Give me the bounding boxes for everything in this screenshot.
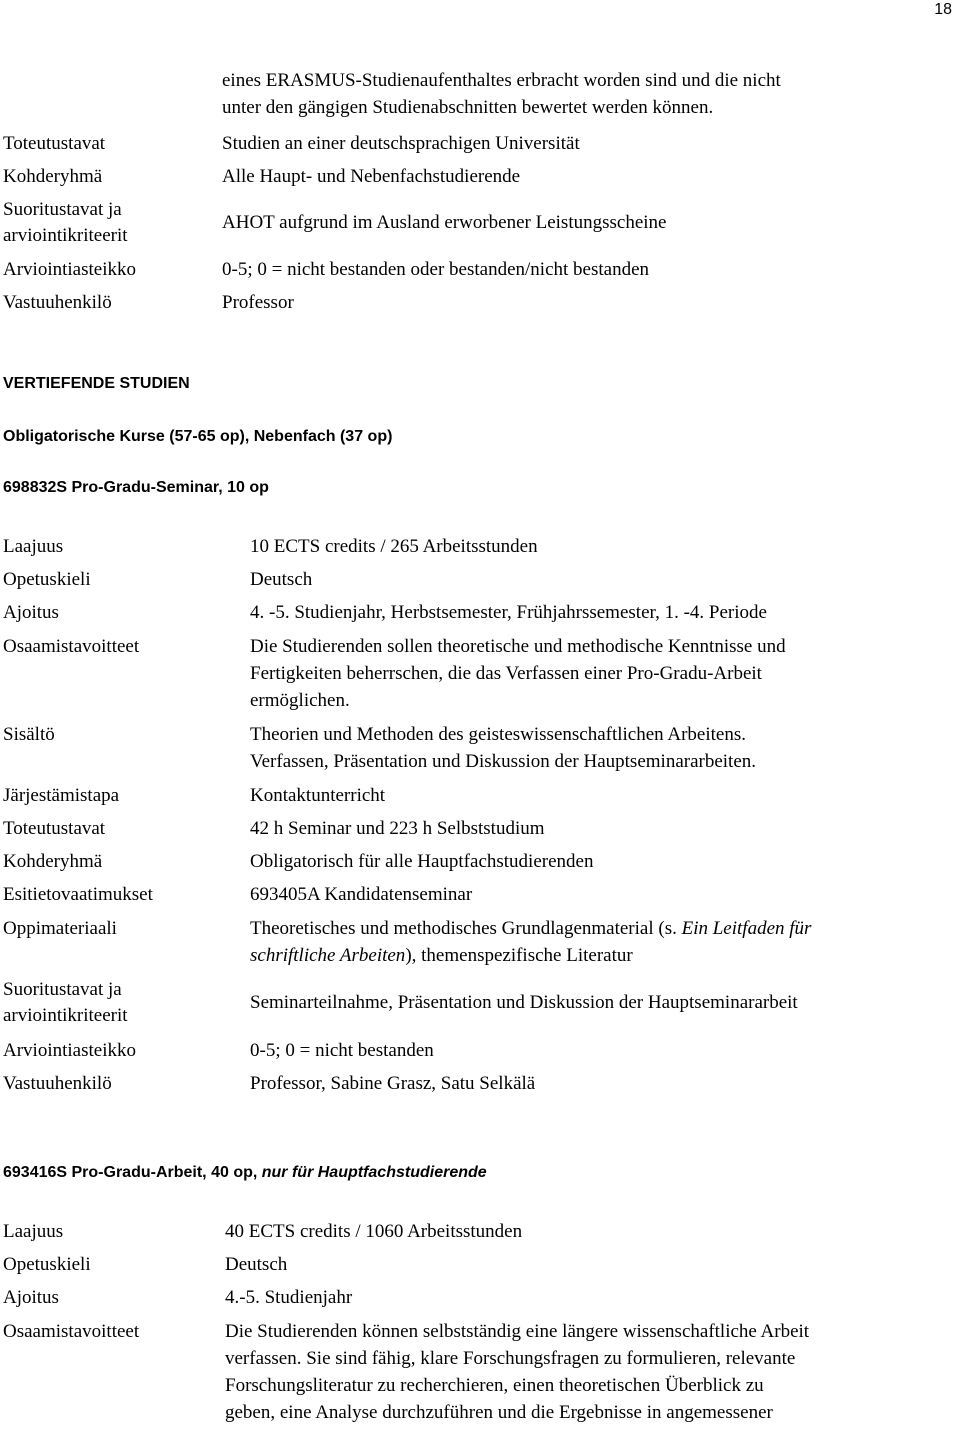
page-number: 18 bbox=[934, 1, 952, 18]
label-suoritustavat-2: arviointikriteerit bbox=[3, 225, 128, 246]
c1-value-osaamistavoitteet-2: Fertigkeiten beherrschen, die das Verfassen einer Pro-Gradu-Arbeit bbox=[250, 663, 762, 684]
c1-value-jarjestamistapa: Kontaktunterricht bbox=[250, 785, 386, 806]
label-arviointiasteikko: Arviointiasteikko bbox=[3, 259, 136, 280]
c1-value-sisalto-2: Verfassen, Präsentation und Diskussion der Hauptseminararbeiten. bbox=[250, 751, 757, 772]
c2-value-laajuus: 40 ECTS credits / 1060 Arbeitsstunden bbox=[225, 1221, 523, 1242]
c2-value-osaamistavoitteet-2: verfassen. Sie sind fähig, klare Forschungsfragen zu formulieren, relevante bbox=[225, 1348, 796, 1369]
label-vastuuhenkilo: Vastuuhenkilö bbox=[3, 292, 112, 313]
c1-label-arviointiasteikko: Arviointiasteikko bbox=[3, 1040, 136, 1061]
course2-heading-main: 693416S Pro-Gradu-Arbeit, 40 op, bbox=[3, 1164, 262, 1181]
section-heading: VERTIEFENDE STUDIEN bbox=[3, 375, 190, 392]
oppimateriaali-title-a: Ein Leitfaden für bbox=[681, 918, 812, 939]
c2-value-ajoitus: 4.-5. Studienjahr bbox=[225, 1287, 353, 1308]
c1-value-opetuskieli: Deutsch bbox=[250, 569, 313, 590]
c1-label-jarjestamistapa: Järjestämistapa bbox=[3, 785, 120, 806]
value-vastuuhenkilo: Professor bbox=[222, 292, 294, 313]
c1-value-vastuuhenkilo: Professor, Sabine Grasz, Satu Selkälä bbox=[250, 1073, 536, 1094]
c1-value-ajoitus: 4. -5. Studienjahr, Herbstsemester, Frühjahrssemester, 1. -4. Periode bbox=[250, 602, 767, 623]
value-suoritustavat: AHOT aufgrund im Ausland erworbener Leistungsscheine bbox=[222, 212, 667, 233]
oppimateriaali-text-b: ), themenspezifische Literatur bbox=[405, 945, 633, 966]
label-suoritustavat-1: Suoritustavat ja bbox=[3, 199, 122, 220]
c1-label-suoritustavat-1: Suoritustavat ja bbox=[3, 979, 122, 1000]
c1-value-arviointiasteikko: 0-5; 0 = nicht bestanden bbox=[250, 1040, 434, 1061]
c1-value-osaamistavoitteet-1: Die Studierenden sollen theoretische und methodische Kenntnisse und bbox=[250, 636, 786, 657]
c1-value-toteutustavat: 42 h Seminar und 223 h Selbststudium bbox=[250, 818, 545, 839]
c1-label-toteutustavat: Toteutustavat bbox=[3, 818, 106, 839]
label-kohderyhma: Kohderyhmä bbox=[3, 166, 103, 187]
c1-label-kohderyhma: Kohderyhmä bbox=[3, 851, 103, 872]
c1-label-ajoitus: Ajoitus bbox=[3, 602, 59, 623]
course2-heading-italic: nur für Hauptfachstudierende bbox=[261, 1164, 487, 1181]
c1-value-suoritustavat: Seminarteilnahme, Präsentation und Diskussion der Hauptseminararbeit bbox=[250, 992, 798, 1013]
c1-label-oppimateriaali: Oppimateriaali bbox=[3, 918, 117, 939]
c2-label-osaamistavoitteet: Osaamistavoitteet bbox=[3, 1321, 140, 1342]
course-heading-698832s: 698832S Pro-Gradu-Seminar, 10 op bbox=[3, 479, 269, 496]
course-heading-693416s bbox=[3, 1159, 487, 1186]
c1-value-kohderyhma: Obligatorisch für alle Hauptfachstudierenden bbox=[250, 851, 594, 872]
c2-value-opetuskieli: Deutsch bbox=[225, 1254, 288, 1275]
value-arviointiasteikko: 0-5; 0 = nicht bestanden oder bestanden/nicht bestanden bbox=[222, 259, 650, 280]
c1-label-vastuuhenkilo: Vastuuhenkilö bbox=[3, 1073, 112, 1094]
subsection-heading: Obligatorische Kurse (57-65 op), Nebenfach (37 op) bbox=[3, 428, 393, 445]
oppimateriaali-text-a: Theoretisches und methodisches Grundlagenmaterial (s. bbox=[250, 918, 682, 939]
c2-label-opetuskieli: Opetuskieli bbox=[3, 1254, 91, 1275]
label-toteutustavat: Toteutustavat bbox=[3, 133, 106, 154]
c1-label-opetuskieli: Opetuskieli bbox=[3, 569, 91, 590]
c2-value-osaamistavoitteet-1: Die Studierenden können selbstständig eine längere wissenschaftliche Arbeit bbox=[225, 1321, 810, 1342]
continuation-line-2: unter den gängigen Studienabschnitten bewertet werden können. bbox=[222, 97, 714, 118]
c1-label-laajuus: Laajuus bbox=[3, 536, 64, 557]
c1-value-osaamistavoitteet-3: ermöglichen. bbox=[250, 690, 350, 711]
c1-value-laajuus: 10 ECTS credits / 265 Arbeitsstunden bbox=[250, 536, 538, 557]
continuation-line-1: eines ERASMUS-Studienaufenthaltes erbracht worden sind und die nicht bbox=[222, 70, 781, 91]
c2-label-laajuus: Laajuus bbox=[3, 1221, 64, 1242]
c1-label-osaamistavoitteet: Osaamistavoitteet bbox=[3, 636, 140, 657]
c2-label-ajoitus: Ajoitus bbox=[3, 1287, 59, 1308]
c1-label-sisalto: Sisältö bbox=[3, 724, 55, 745]
c2-value-osaamistavoitteet-3: Forschungsliteratur zu recherchieren, einen theoretischen Überblick zu bbox=[225, 1375, 764, 1396]
c1-label-suoritustavat-2: arviointikriteerit bbox=[3, 1005, 128, 1026]
c1-value-sisalto-1: Theorien und Methoden des geisteswissenschaftlichen Arbeitens. bbox=[250, 724, 746, 745]
c2-value-osaamistavoitteet-4: geben, eine Analyse durchzuführen und die Ergebnisse in angemessener bbox=[225, 1402, 773, 1423]
value-kohderyhma: Alle Haupt- und Nebenfachstudierende bbox=[222, 166, 521, 187]
c1-value-oppimateriaali-1 bbox=[250, 915, 811, 942]
c1-value-esitietovaatimukset: 693405A Kandidatenseminar bbox=[250, 884, 473, 905]
value-toteutustavat: Studien an einer deutschsprachigen Universität bbox=[222, 133, 580, 154]
c1-value-oppimateriaali-2 bbox=[250, 942, 633, 969]
oppimateriaali-title-b: schriftliche Arbeiten bbox=[250, 945, 406, 966]
c1-label-esitietovaatimukset: Esitietovaatimukset bbox=[3, 884, 153, 905]
